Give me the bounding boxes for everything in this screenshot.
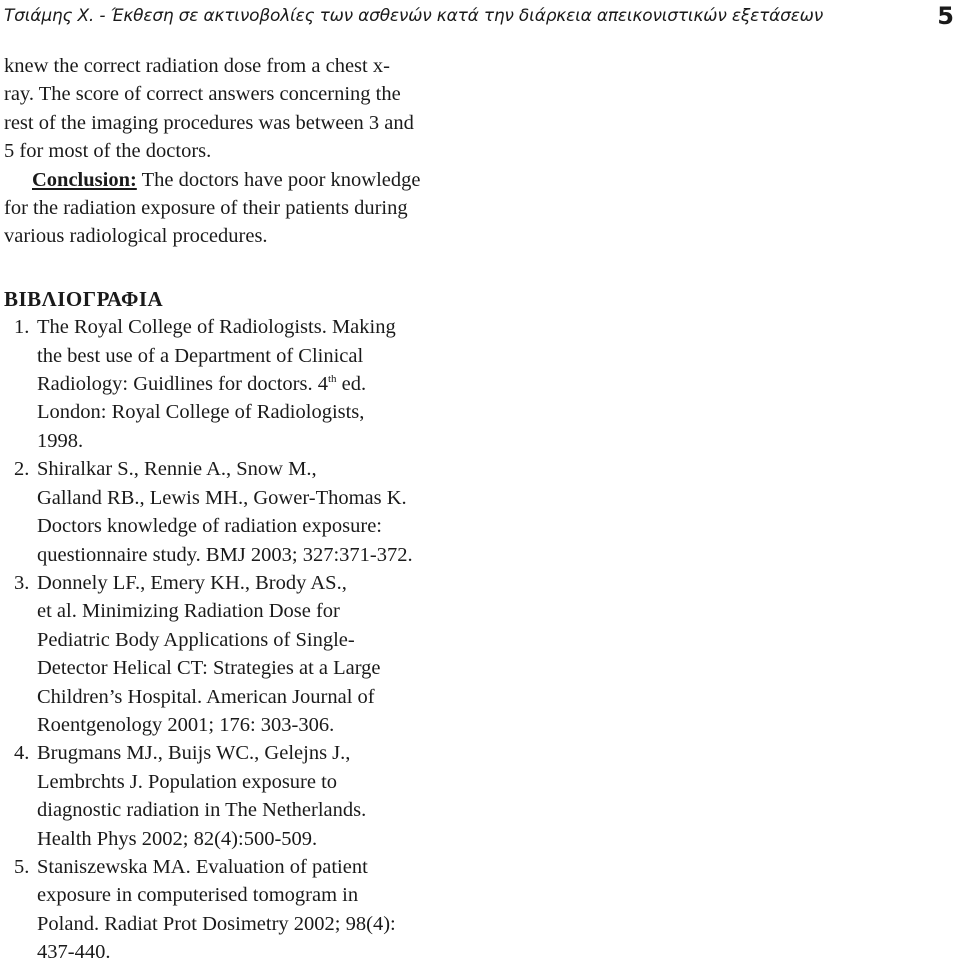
text-line: for the radiation exposure of their patients during xyxy=(4,197,408,220)
reference-line: et al. Minimizing Radiation Dose for xyxy=(37,600,340,623)
reference-item xyxy=(4,455,474,569)
page-number: 5 xyxy=(937,2,954,30)
reference-line: Galland RB., Lewis MH., Gower-Thomas K. xyxy=(37,486,407,509)
reference-line: The Royal College of Radiologists. Making xyxy=(37,316,396,339)
conclusion-paragraph xyxy=(4,166,474,251)
reference-line xyxy=(37,370,474,398)
text-column xyxy=(4,52,474,967)
reference-line: Poland. Radiat Prot Dosimetry 2002; 98(4): xyxy=(37,912,396,935)
reference-item xyxy=(4,569,474,739)
reference-line: Children’s Hospital. American Journal of xyxy=(37,685,375,708)
running-head: Τσιάμης Χ. - Έκθεση σε ακτινοβολίες των ασθενών κατά την διάρκεια απεικονιστικών εξετάσεων xyxy=(4,6,824,26)
reference-line: the best use of a Department of Clinical xyxy=(37,344,364,367)
results-paragraph xyxy=(4,52,474,166)
reference-line-text: Radiology: Guidlines for doctors. 4 xyxy=(37,373,328,396)
reference-number: 5. xyxy=(14,855,30,878)
reference-number: 4. xyxy=(14,742,30,765)
text-line xyxy=(4,166,474,194)
reference-line: Doctors knowledge of radiation exposure: xyxy=(37,515,382,538)
page-header xyxy=(4,2,954,32)
reference-line: questionnaire study. BMJ 2003; 327:371-372. xyxy=(37,543,413,566)
reference-line: London: Royal College of Radiologists, xyxy=(37,401,365,424)
reference-line: 437-440. xyxy=(37,941,111,964)
conclusion-text: The doctors have poor knowledge xyxy=(136,168,421,191)
abstract-text xyxy=(4,52,474,251)
reference-line: exposure in computerised tomogram in xyxy=(37,884,359,907)
reference-item xyxy=(4,739,474,853)
reference-line: diagnostic radiation in The Netherlands. xyxy=(37,799,367,822)
text-line: 5 for most of the doctors. xyxy=(4,140,212,163)
reference-line: Donnely LF., Emery KH., Brody AS., xyxy=(37,571,347,594)
superscript: th xyxy=(327,373,337,386)
reference-line-text: ed. xyxy=(336,373,367,396)
reference-line: Lembrchts J. Population exposure to xyxy=(37,770,338,793)
text-line: rest of the imaging procedures was between 3 and xyxy=(4,111,414,134)
reference-number: 2. xyxy=(14,458,30,481)
references-heading: ΒΙΒΛΙΟΓΡΑΦΙΑ xyxy=(4,286,164,311)
reference-line: Detector Helical CT: Strategies at a Large xyxy=(37,657,381,680)
text-line: knew the correct radiation dose from a chest x- xyxy=(4,55,390,77)
reference-line: 1998. xyxy=(37,429,84,452)
reference-number: 3. xyxy=(14,571,30,594)
reference-line: Roentgenology 2001; 176: 303-306. xyxy=(37,713,335,736)
reference-line: Brugmans MJ., Buijs WC., Gelejns J., xyxy=(37,742,351,765)
reference-item xyxy=(4,313,474,455)
text-line: various radiological procedures. xyxy=(4,225,268,248)
reference-line: Health Phys 2002; 82(4):500-509. xyxy=(37,827,318,850)
reference-line: Shiralkar S., Rennie A., Snow M., xyxy=(37,458,317,481)
text-line: ray. The score of correct answers concerning the xyxy=(4,83,401,106)
conclusion-label: Conclusion: xyxy=(32,168,137,191)
reference-item xyxy=(4,853,474,967)
references-list xyxy=(4,313,474,966)
reference-line: Pediatric Body Applications of Single- xyxy=(37,628,355,651)
reference-number: 1. xyxy=(14,316,30,339)
reference-line: Staniszewska MA. Evaluation of patient xyxy=(37,855,368,878)
